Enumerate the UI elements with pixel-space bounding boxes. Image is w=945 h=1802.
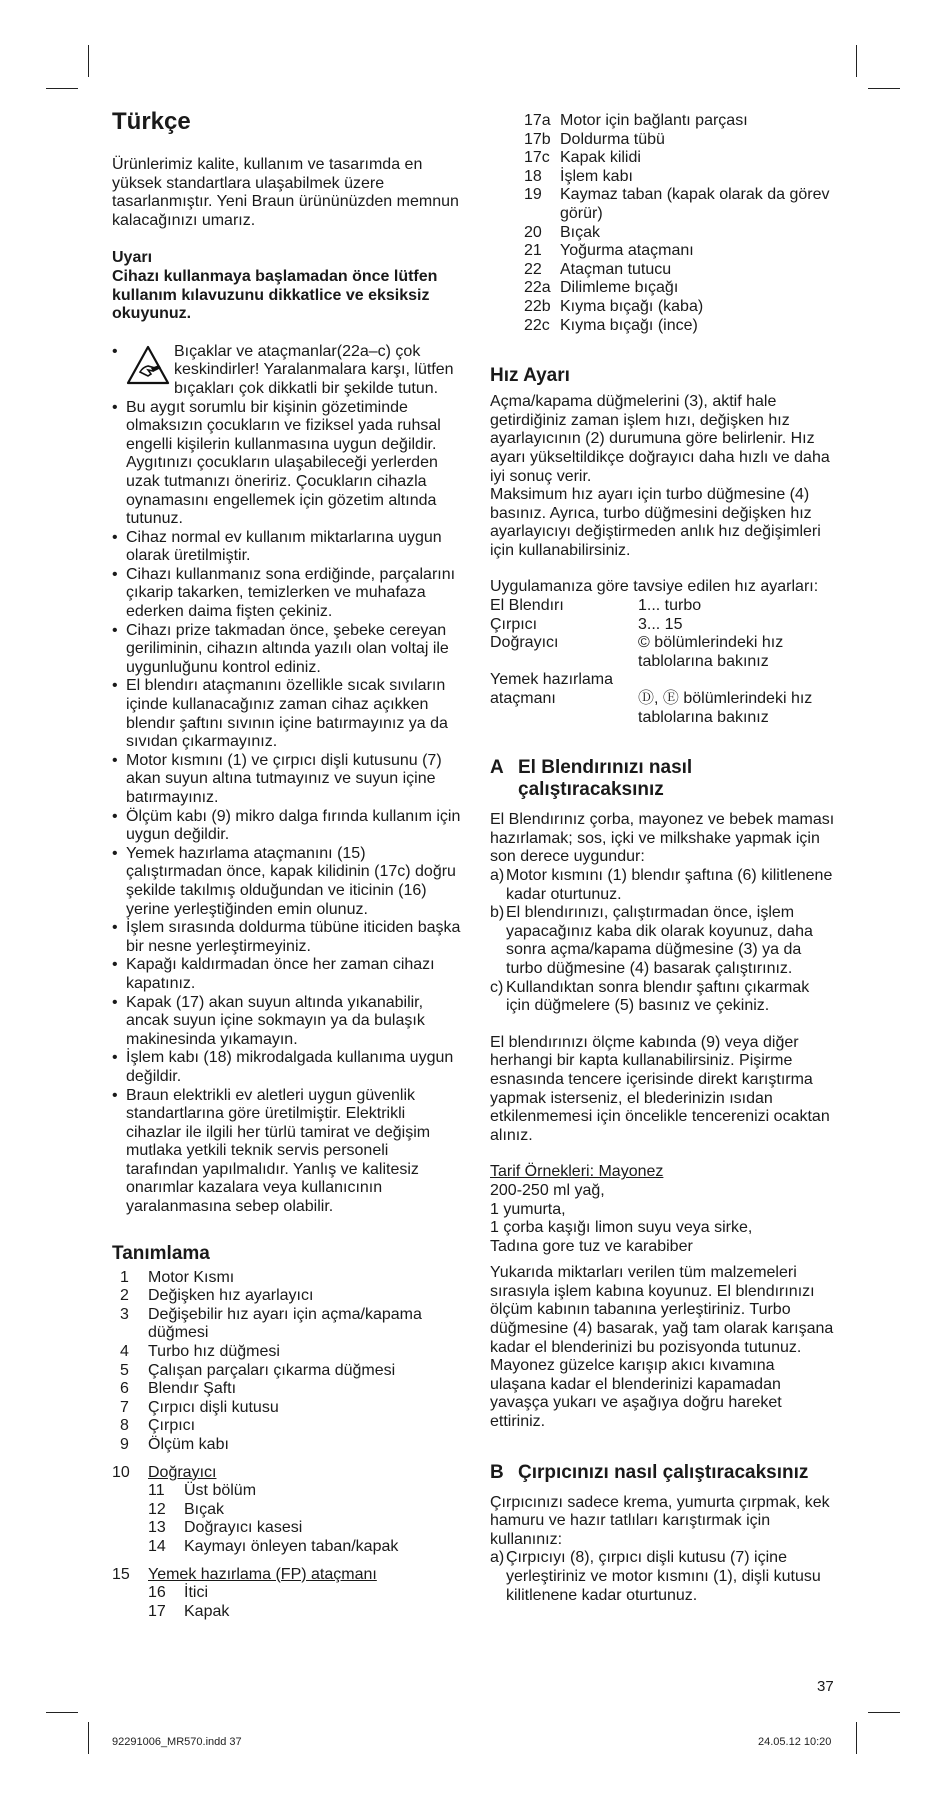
bullet-text: • Bıçaklar ve ataçmanlar(22a–c) çok keskindirler! Yaralanmalara karşı, lütfen bıçakları çok dikkatli bir şekilde tutun.: [174, 342, 454, 397]
speed-table-intro: Uygulamanıza göre tavsiye edilen hız ayarları:: [490, 578, 819, 596]
crop-mark: [46, 88, 78, 89]
list-item: 17a Motor için bağlantı parçası: [524, 112, 748, 129]
list-item: 18 İşlem kabı: [524, 167, 633, 185]
list-item: • Braun elektrikli ev aletleri uygun güvenlik standartlarına göre üretilmiştir. Elektrikli cihazlar ile ilgili her türlü tamirat ve değişim mutlaka yetkili teknik servis personeli tarafından yapılmalıdır. Yanlış ve kalitesiz onarımlar kazalara veya kullanıcının yaralanmasına sebep olabilir.: [112, 1087, 464, 1217]
hiz-heading: Hız Ayarı: [490, 365, 570, 387]
list-item: • Ölçüm kabı (9) mikro dalga fırında kullanım için uygun değildir.: [112, 808, 464, 845]
list-item: 11 Üst bölüm: [148, 1482, 257, 1500]
list-item: b) El blendırınızı, çalıştırmadan önce, işlem yapacağınız kaba dik olarak koyunuz, daha sonra açma/kapama düğmesine (3) ya da turbo düğmesine (4) basarak çalıştırınız.: [490, 904, 813, 977]
table-row: El Blendırı 1... turbo: [490, 597, 702, 615]
right-column: [490, 112, 835, 1605]
table-row: Çırpıcı 3... 15: [490, 615, 683, 633]
list-item: 22a Dilimleme bıçağı: [524, 279, 679, 297]
list-item: 6 Blendır Şaftı: [120, 1380, 237, 1398]
section-b-heading: B Çırpıcınızı nasıl çalıştıracaksınız: [490, 1461, 809, 1483]
section-a-paragraph-2: El blendırınızı ölçme kabında (9) veya diğer herhangi bir kapta kullanabilirsiniz. Pişirme esnasında tencere içerisinde direkt karıştırma yapmak isterseniz, el blederinizin ısıdan etkilenmemesi için öncelikle tencerenizi ocaktan alınız.: [490, 1033, 830, 1144]
recipe-line: 1 çorba kaşığı limon suyu veya sirke,: [490, 1219, 753, 1237]
section-a-paragraph-3: Yukarıda miktarları verilen tüm malzemeleri sırasıyla işlem kabına koyunuz. El blendırınızı ölçüm kabının tabanına yerleştiriniz. Turbo düğmesine (4) basarak, yağ tam olarak karışana kadar el blenderinizi bu pozisyonda tutunuz. Mayonez güzelce karışıp akıcı kıvamına ulaşana kadar el blenderinizi kapamadan yavaşça yukarı ve aşağıya doğru hareket ettiriniz.: [490, 1264, 834, 1431]
warning-heading: Uyarı: [112, 249, 153, 267]
list-item: 4 Turbo hız düğmesi: [120, 1343, 280, 1361]
crop-mark: [88, 1722, 89, 1754]
speed-table: [490, 597, 835, 727]
list-item: 15 Yemek hazırlama (FP) ataçmanı: [112, 1565, 377, 1583]
page-title: Türkçe: [112, 108, 191, 135]
list-item: • İşlem kabı (18) mikrodalgada kullanıma uygun değildir.: [112, 1049, 464, 1086]
list-item: 19 Kaymaz taban (kapak olarak da görev görür): [524, 186, 830, 222]
table-row: Yemek hazırlama ataçmanı Ⓓ, Ⓔ bölümlerindeki hız tablolarına bakınız: [490, 671, 813, 726]
crop-mark: [856, 45, 857, 77]
list-item: 9 Ölçüm kabı: [120, 1436, 229, 1453]
list-item: 13 Doğrayıcı kasesi: [148, 1519, 303, 1537]
crop-mark: [856, 1722, 857, 1754]
crop-mark: [46, 1712, 78, 1713]
list-item: 8 Çırpıcı: [120, 1417, 196, 1435]
list-item: c) Kullandıktan sonra blendır şaftını çıkarmak için düğmelere (5) basınız ve çekiniz.: [490, 978, 810, 1015]
list-item: 7 Çırpıcı dişli kutusu: [120, 1398, 279, 1416]
section-a-heading: A El Blendırınızı nasıl çalıştıracaksınız: [490, 757, 693, 801]
list-item: a) Motor kısmını (1) blendır şaftına (6) kilitlenene kadar oturtunuz.: [490, 867, 833, 903]
list-item: 22 Ataçman tutucu: [524, 260, 672, 278]
safety-bullets: [112, 343, 464, 1217]
recipe-title: Tarif Örnekleri: Mayonez: [490, 1163, 664, 1181]
list-item: 21 Yoğurma ataçmanı: [524, 242, 694, 260]
list-item: 5 Çalışan parçaları çıkarma düğmesi: [120, 1361, 396, 1379]
list-item: • Yemek hazırlama ataçmanını (15) çalıştırmadan önce, kapak kilidinin (17c) doğru şekilde takılmış olduğundan ve iticinin (16) yerine yerleştiğinden emin olunuz.: [112, 845, 464, 919]
list-item: • Bu aygıt sorumlu bir kişinin gözetiminde olmaksızın çocukların ve fiziksel yada ruhsal engelli kişilerin kullanmasına uygun değildir. Aygıtınızı çocukların ulaşabileceği yerlerden uzak tutmanızı öneririz. Çocukların cihazla oynamasını engellemek için gözetim altında tutunuz.: [112, 399, 464, 529]
recipe-line: 200-250 ml yağ,: [490, 1181, 605, 1199]
hiz-paragraph-1: Açma/kapama düğmelerini (3), aktif hale getirdiğiniz zaman işlem hızı, değişken hız ayarlayıcının (2) durumuna göre belirlenir. Hız ayarı yükseltildikçe doğrayıcı daha hızlı ve daha iyi sonuç verir.: [490, 393, 830, 485]
footer-file: 92291006_MR570.indd 37: [112, 1736, 242, 1748]
hiz-paragraph-2: Maksimum hız ayarı için turbo düğmesine (4) basınız. Ayrıca, turbo düğmesini değişken hız ayarlayıcıyı değiştirmeden anlık hız değişimleri için kullanabilirsiniz.: [490, 486, 821, 559]
list-item: 14 Kaymayı önleyen taban/kapak: [148, 1537, 399, 1555]
list-item: • Cihazı kullanmanız sona erdiğinde, parçalarını çıkarip takarken, temizlerken ve muhafaza ederken daima fişten çekiniz.: [112, 566, 464, 622]
list-item: • Cihazı prize takmadan önce, şebeke cereyan geriliminin, cihazın altında yazılı olan voltaj ile uygunluğunu kontrol ediniz.: [112, 622, 464, 678]
warning-text: Cihazı kullanmaya başlamadan önce lütfen kullanım kılavuzunu dikkatlice ve eksiksiz okuyunuz.: [112, 267, 438, 323]
tanimlama-heading: Tanımlama: [112, 1242, 210, 1264]
section-b-paragraph-1: Çırpıcınızı sadece krema, yumurta çırpmak, kek hamuru ve hazır tatlıları karıştırmak için kullanınız:: [490, 1493, 830, 1548]
crop-mark: [868, 88, 900, 89]
list-item: 17 Kapak: [148, 1602, 230, 1620]
section-a-paragraph-1: El Blendırınız çorba, mayonez ve bebek maması hazırlamak; sos, içki ve milkshake yapmak için son derece uygundur:: [490, 811, 835, 866]
page-number: 37: [817, 1678, 834, 1695]
hand-blade-warning-icon: [126, 345, 170, 385]
list-item: 12 Bıçak: [148, 1500, 225, 1518]
footer-date: 24.05.12 10:20: [758, 1736, 832, 1748]
list-item: 22c Kıyma bıçağı (ince): [524, 316, 698, 334]
list-item: a) Çırpıcıyı (8), çırpıcı dişli kutusu (7) içine yerleştiriniz ve motor kısmını (1), dişli kutusu kilitlenene kadar oturtunuz.: [490, 1549, 821, 1604]
crop-mark: [868, 1712, 900, 1713]
list-item: 3 Değişebilir hız ayarı için açma/kapama düğmesi: [120, 1305, 422, 1342]
list-item: • Cihaz normal ev kullanım miktarlarına uygun olarak üretilmiştir.: [112, 529, 464, 566]
list-item: 20 Bıçak: [524, 223, 601, 241]
left-column: [112, 156, 464, 1621]
intro-paragraph: Ürünlerimiz kalite, kullanım ve tasarımda en yüksek standartlara ulaşabilmek üzere tasarlanmıştır. Yeni Braun ürününüzden memnun kalacağınızı umarız.: [112, 156, 459, 229]
list-item: 22b Kıyma bıçağı (kaba): [524, 297, 704, 315]
table-row: Doğrayıcı © bölümlerindeki hız tablolarına bakınız: [490, 634, 784, 670]
list-item: 10 Doğrayıcı: [112, 1463, 217, 1481]
recipe-line: 1 yumurta,: [490, 1200, 566, 1218]
list-item: • Kapağı kaldırmadan önce her zaman cihazı kapatınız.: [112, 956, 464, 993]
recipe-line: Tadına gore tuz ve karabiber: [490, 1237, 693, 1255]
parts-list: [112, 1269, 464, 1622]
parts-list-continued: [490, 112, 835, 335]
list-item: 17b Doldurma tübü: [524, 130, 665, 148]
list-item: • İşlem sırasında doldurma tübüne iticiden başka bir nesne yerleştirmeyiniz.: [112, 919, 464, 956]
list-item: 2 Değişken hız ayarlayıcı: [120, 1287, 314, 1305]
list-item: 16 İtici: [148, 1584, 208, 1602]
list-item: • Motor kısmını (1) ve çırpıcı dişli kutusunu (7) akan suyun altına tutmayınız ve suyun içine batırmayınız.: [112, 752, 464, 808]
list-item: • Kapak (17) akan suyun altında yıkanabilir, ancak suyun içine sokmayın ya da bulaşık makinesinda yıkamayın.: [112, 994, 464, 1050]
list-item: [112, 343, 464, 399]
list-item: • El blendırı ataçmanını özellikle sıcak sıvıların içinde kullanacağınız zaman cihaz açıkken blendır şaftını sıvının içine batırmayınız ya da sıvıdan çıkarmayınız.: [112, 677, 464, 751]
list-item: 17c Kapak kilidi: [524, 149, 641, 167]
list-item: 1 Motor Kısmı: [120, 1268, 235, 1286]
crop-mark: [88, 45, 89, 77]
